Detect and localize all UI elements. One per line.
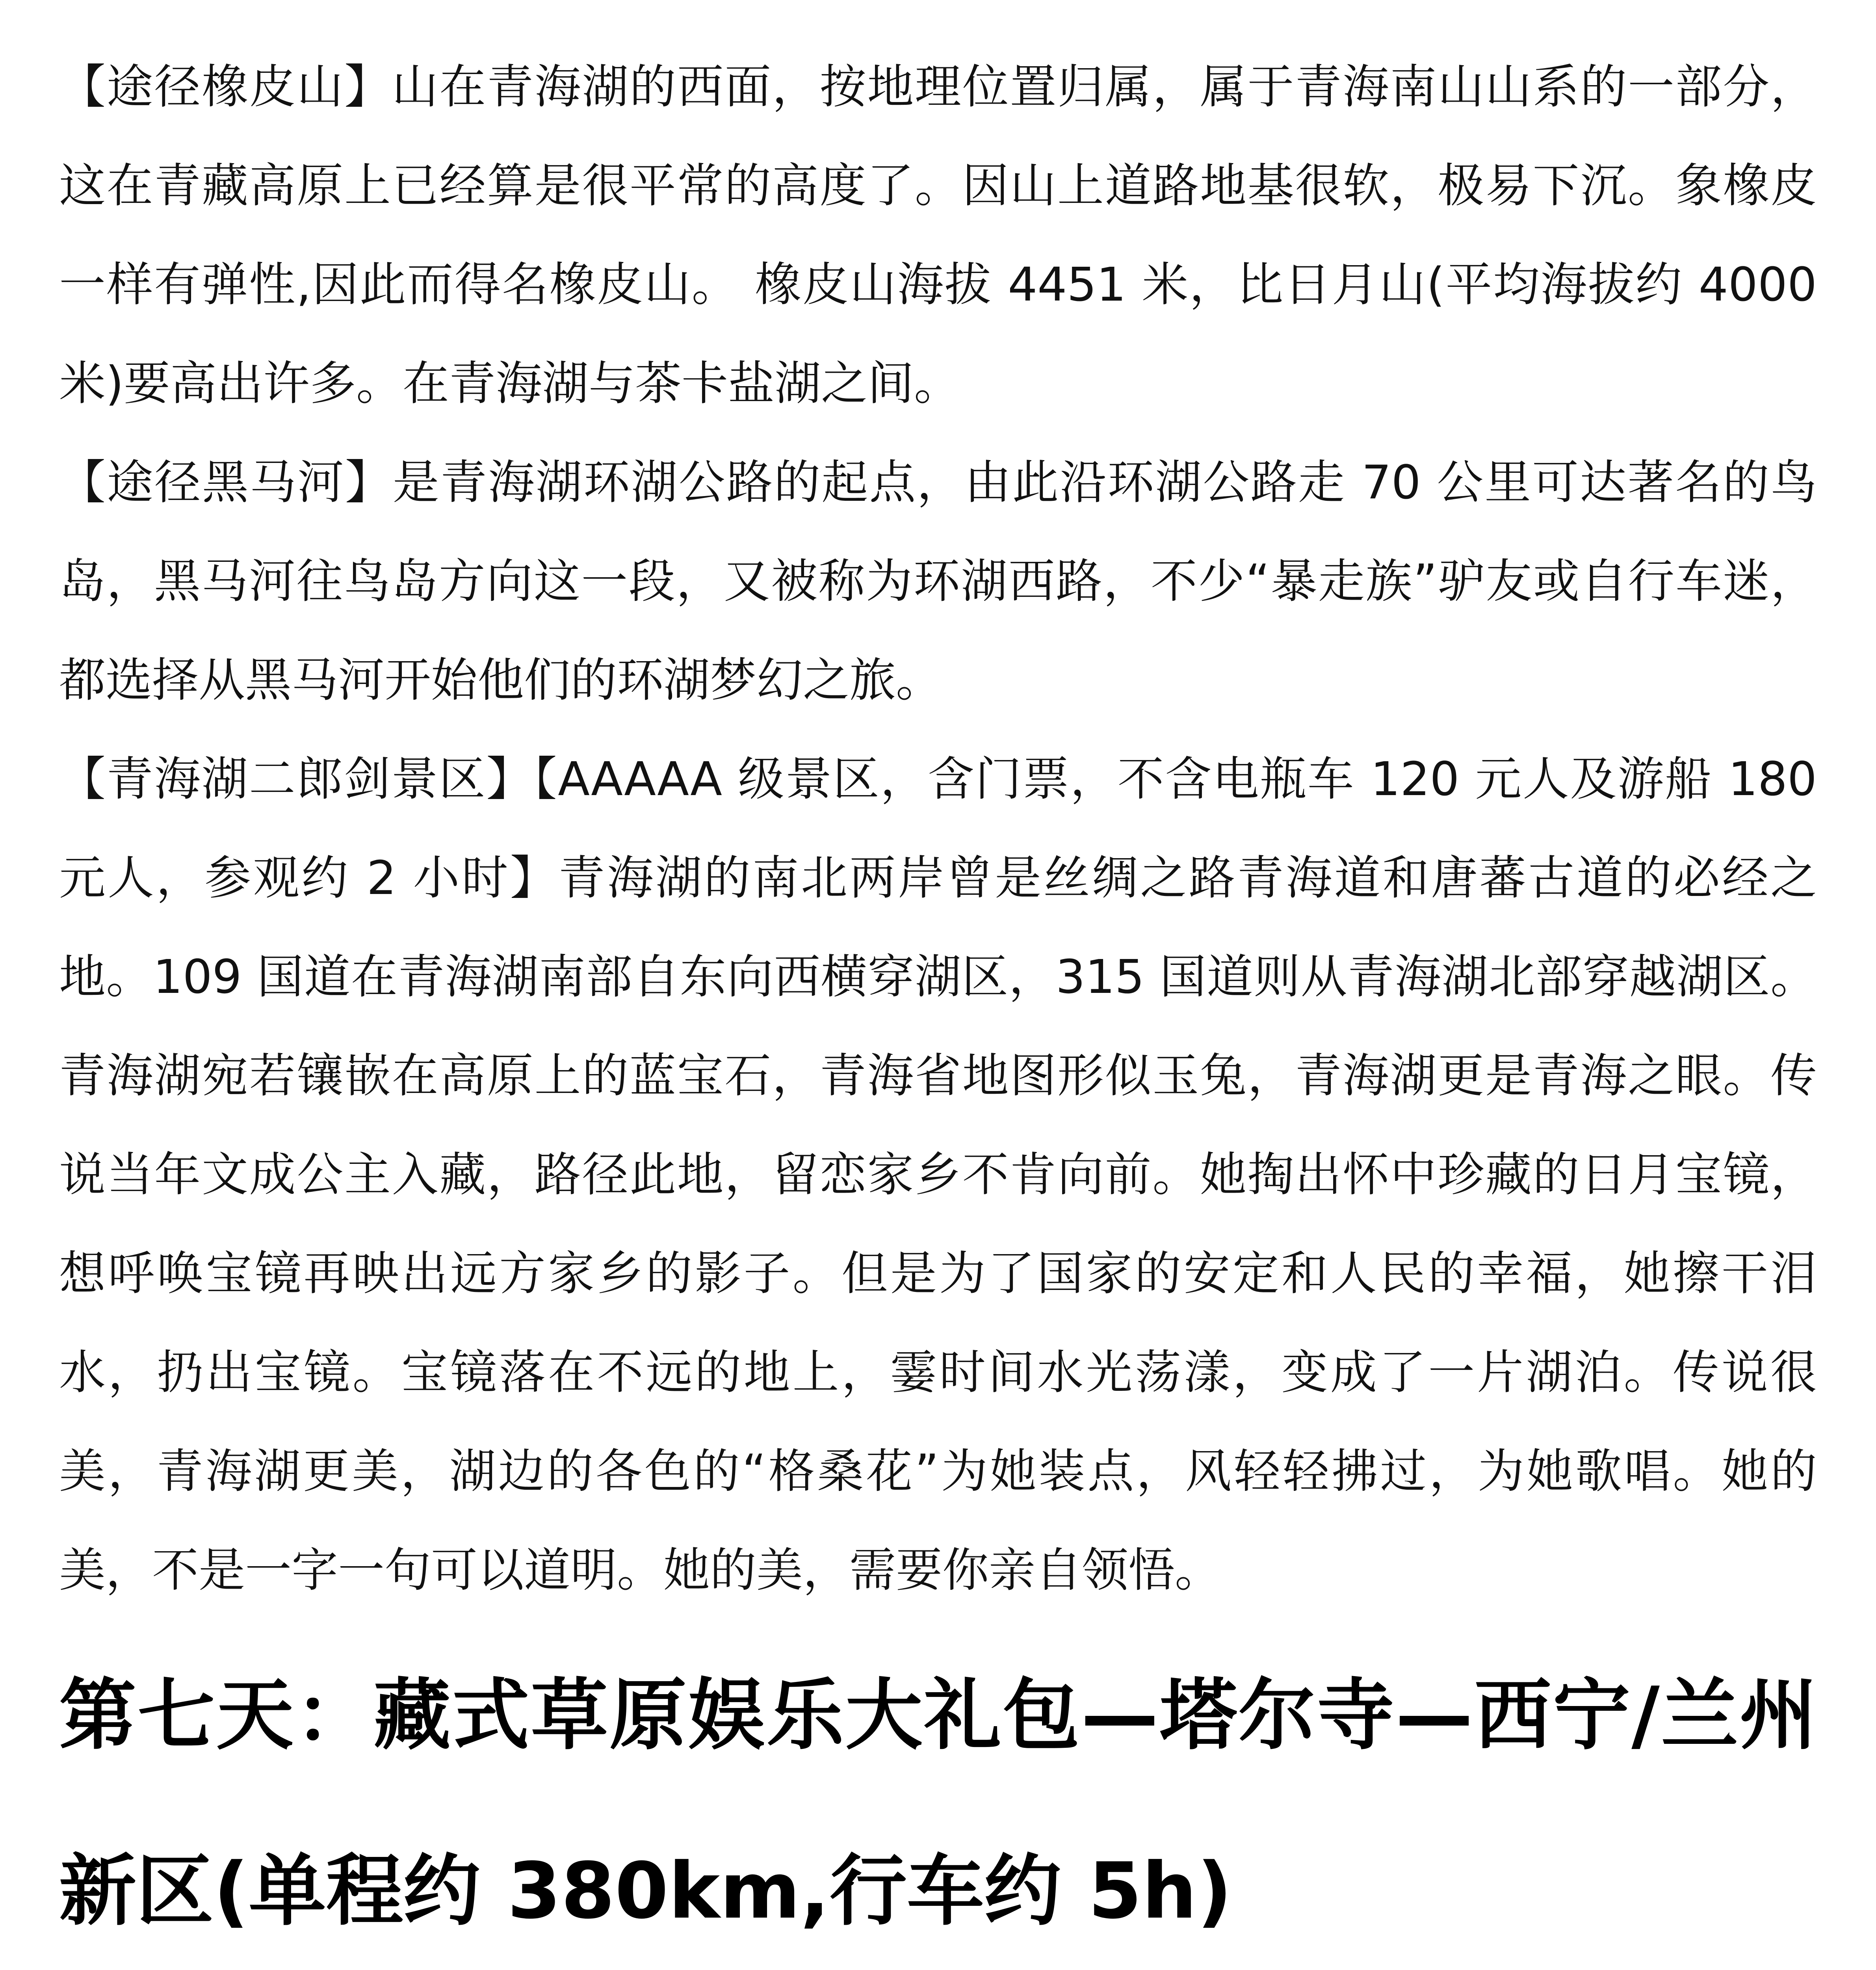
- day-seven-heading: 第七天：藏式草原娱乐大礼包—塔尔寺—西宁/兰州新区(单程约 380km,行车约 5h): [59, 1671, 1817, 1936]
- document-page: [59, 37, 1817, 1970]
- paragraph-xiangpi-mountain: 【途径橡皮山】山在青海湖的西面，按地理位置归属，属于青海南山山系的一部分，这在青藏高原上已经算是很平常的高度了。因山上道路地基很软，极易下沉。象橡皮一样有弹性,因此而得名橡皮山。 橡皮山海拔 4451 米，比日月山(平均海拔约 4000 米)要高出许多。在青海湖与茶卡盐湖之间。: [59, 59, 1817, 411]
- paragraph-heima-river: 【途径黑马河】是青海湖环湖公路的起点，由此沿环湖公路走 70 公里可达著名的鸟岛，黑马河往鸟岛方向这一段，又被称为环湖西路，不少“暴走族”驴友或自行车迷，都选择从黑马河开始他们的环湖梦幻之旅。: [59, 455, 1817, 707]
- paragraph-qinghai-lake: 【青海湖二郎剑景区】【AAAAA 级景区，含门票，不含电瓶车 120 元人及游船 180 元人，参观约 2 小时】青海湖的南北两岸曾是丝绸之路青海道和唐蕃古道的必经之地。109 国道在青海湖南部自东向西横穿湖区，315 国道则从青海湖北部穿越湖区。青海湖宛若镶嵌在高原上的蓝宝石，青海省地图形似玉兔，青海湖更是青海之眼。传说当年文成公主入藏，路径此地，留恋家乡不肯向前。她掏出怀中珍藏的日月宝镜，想呼唤宝镜再映出远方家乡的影子。但是为了国家的安定和人民的幸福，她擦干泪水，扔出宝镜。宝镜落在不远的地上，霎时间水光荡漾，变成了一片湖泊。传说很美，青海湖更美，湖边的各色的“格桑花”为她装点，风轻轻拂过，为她歌唱。她的美，不是一字一句可以道明。她的美，需要你亲自领悟。: [59, 752, 1817, 1597]
